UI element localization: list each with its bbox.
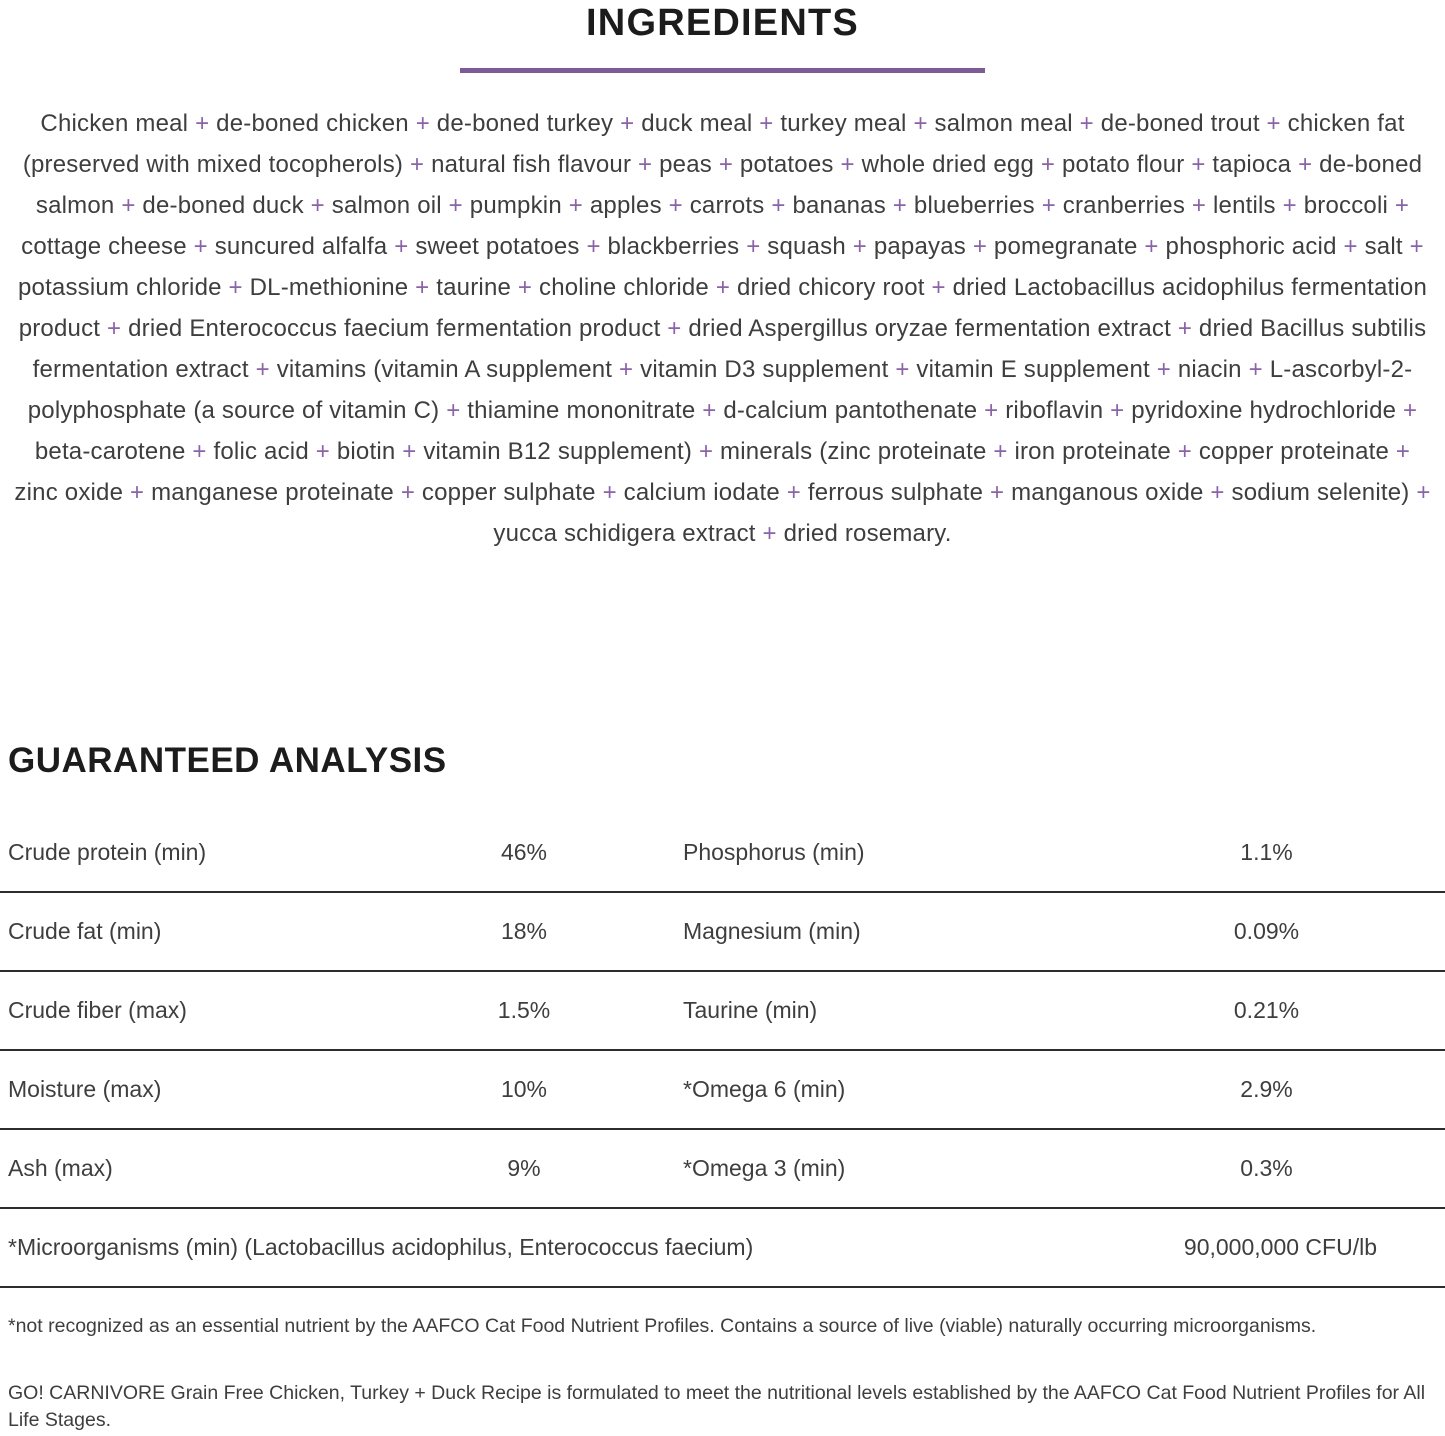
ingredient-item: yucca schidigera extract	[493, 520, 756, 547]
analysis-label: Moisture (max)	[8, 1076, 162, 1102]
analysis-row-fat-magnesium	[0, 893, 1445, 972]
plus-separator: +	[660, 315, 689, 342]
plus-separator: +	[764, 192, 793, 219]
title-underline	[460, 68, 985, 73]
plus-separator: +	[511, 274, 540, 301]
plus-separator: +	[408, 110, 437, 137]
plus-separator: +	[845, 233, 874, 260]
analysis-value: 0.3%	[1240, 1155, 1293, 1181]
analysis-value: 46%	[500, 839, 548, 865]
analysis-value: 0.09%	[1233, 918, 1300, 944]
ingredient-item: de-boned turkey	[436, 110, 614, 137]
ingredient-item: cottage cheese	[21, 233, 187, 260]
guaranteed-analysis-section	[0, 741, 1445, 1434]
analysis-label: *Omega 6 (min)	[683, 1076, 846, 1102]
ingredient-item: broccoli	[1303, 192, 1389, 219]
plus-separator: +	[303, 192, 332, 219]
ingredient-item: dried Lactobacillus acidophilus fermentation product	[18, 274, 1428, 342]
plus-separator: +	[1389, 438, 1411, 465]
plus-separator: +	[833, 151, 862, 178]
plus-separator: +	[739, 233, 768, 260]
plus-separator: +	[1275, 192, 1304, 219]
ingredient-item: bananas	[792, 192, 886, 219]
ingredient-item: pumpkin	[469, 192, 562, 219]
ingredient-item: vitamins (vitamin A supplement	[276, 356, 613, 383]
plus-separator: +	[1336, 233, 1365, 260]
analysis-row-ash-omega3	[0, 1130, 1445, 1209]
analysis-label: Taurine (min)	[683, 997, 818, 1023]
ingredient-item: de-boned chicken	[216, 110, 409, 137]
ingredient-item: salmon oil	[331, 192, 442, 219]
ingredient-item: cranberries	[1062, 192, 1186, 219]
ingredient-item: potatoes	[739, 151, 834, 178]
plus-separator: +	[709, 274, 737, 301]
plus-separator: +	[692, 438, 721, 465]
plus-separator: +	[1203, 479, 1232, 506]
plus-separator: +	[114, 192, 143, 219]
ingredients-title: INGREDIENTS	[586, 2, 859, 44]
plus-separator: +	[924, 274, 953, 301]
analysis-value: 0.21%	[1233, 997, 1300, 1023]
microorganisms-row	[0, 1209, 1445, 1288]
ingredient-item: vitamin D3 supplement	[640, 356, 889, 383]
ingredient-item: dried Bacillus subtilis fermentation extract	[32, 315, 1427, 383]
ingredient-item: de-boned trout	[1100, 110, 1260, 137]
plus-separator: +	[752, 110, 781, 137]
ingredient-item: duck meal	[641, 110, 753, 137]
plus-separator: +	[1409, 479, 1431, 506]
ingredients-text: Chicken meal + de-boned chicken + de-boned turkey + duck meal + turkey meal + salmon meal + de-boned trout + chicken fat (preserved with mixed tocopherols) + natural fish flavour + peas + potatoes + whole dried egg + potato flour + tapioca + de-boned salmon + de-boned duck + salmon oil + pumpkin + apples + carrots + bananas + blueberries + cranberries + lentils + broccoli + cottage cheese + suncured alfalfa + sweet potatoes + blackberries + squash + papayas + pomegranate + phosphoric acid + salt + potassium chloride + DL-methionine + taurine + choline chloride + dried chicory root + dried Lactobacillus acidophilus fermentation product + dried Enterococcus faecium fermentation product + dried Aspergillus oryzae fermentation extract + dried Bacillus subtilis fermentation extract + vitamins (vitamin A supplement + vitamin D3 supplement + vitamin E supplement + niacin + L-ascorbyl-2-polyphosphate (a source of vitamin C) + thiamine mononitrate + d-calcium pantothenate + riboflavin + pyridoxine hydrochloride + beta-carotene + folic acid + biotin + vitamin B12 supplement) + minerals (zinc proteinate + iron proteinate + copper proteinate + zinc oxide + manganese proteinate + copper sulphate + calcium iodate + ferrous sulphate + manganous oxide + sodium selenite) + yucca schidigera extract + dried rosemary.	[14, 110, 1431, 547]
plus-separator: +	[1396, 397, 1418, 424]
ingredient-item: dried Aspergillus oryzae fermentation extract	[688, 315, 1171, 342]
plus-separator: +	[439, 397, 468, 424]
plus-separator: +	[1149, 356, 1178, 383]
ingredient-item: sodium selenite)	[1231, 479, 1410, 506]
analysis-label: Ash (max)	[8, 1155, 113, 1181]
ingredient-item: apples	[589, 192, 662, 219]
plus-separator: +	[885, 192, 914, 219]
plus-separator: +	[779, 479, 808, 506]
plus-separator: +	[1170, 315, 1199, 342]
plus-separator: +	[1170, 438, 1199, 465]
analysis-value: 1.1%	[1240, 839, 1293, 865]
analysis-label: Phosphorus (min)	[683, 839, 865, 865]
microorganisms-value: 90,000,000 CFU/lb	[1183, 1234, 1377, 1260]
plus-separator: +	[906, 110, 935, 137]
formulation-note: GO! CARNIVORE Grain Free Chicken, Turkey + Duck Recipe is formulated to meet the nutritional levels established by the AAFCO Cat Food Nutrient Profiles for All Life Stages.	[8, 1382, 1426, 1431]
plus-separator: +	[387, 233, 416, 260]
plus-separator: +	[1137, 233, 1166, 260]
ingredient-item: natural fish flavour	[431, 151, 632, 178]
plus-separator: +	[1241, 356, 1270, 383]
plus-separator: +	[408, 274, 437, 301]
plus-separator: +	[711, 151, 740, 178]
ingredient-item: de-boned salmon	[35, 151, 1423, 219]
ingredient-item: d-calcium pantothenate	[723, 397, 978, 424]
ingredient-item: vitamin B12 supplement)	[423, 438, 693, 465]
ingredient-item: dried chicory root	[736, 274, 925, 301]
ingredient-item: whole dried egg	[861, 151, 1035, 178]
ingredient-item: L-ascorbyl-2-polyphosphate (a source of vitamin C)	[27, 356, 1413, 424]
ingredient-item: turkey meal	[780, 110, 907, 137]
plus-separator: +	[1034, 192, 1063, 219]
plus-separator: +	[983, 479, 1012, 506]
analysis-label: *Omega 3 (min)	[683, 1155, 846, 1181]
analysis-label: Crude protein (min)	[8, 839, 207, 865]
analysis-row-moisture-omega6	[0, 1051, 1445, 1130]
ingredient-item: blueberries	[913, 192, 1035, 219]
ingredient-item: copper sulphate	[421, 479, 596, 506]
ingredient-item: folic acid	[213, 438, 309, 465]
plus-separator: +	[661, 192, 690, 219]
plus-separator: +	[1034, 151, 1062, 178]
ingredient-item: beta-carotene	[34, 438, 186, 465]
ingredient-item: pomegranate	[993, 233, 1138, 260]
plus-separator: +	[441, 192, 470, 219]
plus-separator: +	[1259, 110, 1288, 137]
aafco-footnote: *not recognized as an essential nutrient by the AAFCO Cat Food Nutrient Profiles. Contains a source of live (viable) naturally occurring microorganisms.	[8, 1315, 1317, 1337]
plus-separator: +	[755, 520, 784, 547]
plus-separator: +	[1291, 151, 1320, 178]
ingredient-item: taurine	[436, 274, 512, 301]
ingredient-item: de-boned duck	[142, 192, 304, 219]
ingredient-item: suncured alfalfa	[214, 233, 388, 260]
ingredient-item: dried rosemary	[783, 520, 945, 547]
ingredient-item: salt	[1364, 233, 1403, 260]
plus-separator: +	[595, 479, 624, 506]
plus-separator: +	[188, 110, 217, 137]
ingredient-item: peas	[659, 151, 712, 178]
ingredient-item: pyridoxine hydrochloride	[1131, 397, 1397, 424]
ingredient-item: niacin	[1177, 356, 1242, 383]
ingredient-item: minerals (zinc proteinate	[720, 438, 987, 465]
ingredient-item: DL-methionine	[249, 274, 409, 301]
ingredient-item: manganous oxide	[1011, 479, 1204, 506]
ingredient-item: squash	[767, 233, 846, 260]
ingredient-item: biotin	[336, 438, 396, 465]
analysis-row-protein-phosphorus	[0, 814, 1445, 893]
plus-separator: +	[1184, 151, 1213, 178]
ingredient-item: calcium iodate	[623, 479, 780, 506]
plus-separator: +	[308, 438, 337, 465]
plus-separator: +	[1072, 110, 1101, 137]
ingredient-item: potato flour	[1061, 151, 1185, 178]
microorganisms-label: *Microorganisms (min) (Lactobacillus acidophilus, Enterococcus faecium)	[8, 1234, 754, 1260]
plus-separator: +	[185, 438, 214, 465]
analysis-label: Magnesium (min)	[683, 918, 861, 944]
plus-separator: +	[403, 151, 432, 178]
ingredient-item: sweet potatoes	[415, 233, 580, 260]
plus-separator: +	[186, 233, 215, 260]
ingredient-item: carrots	[689, 192, 765, 219]
ingredient-item: potassium chloride	[17, 274, 222, 301]
ingredient-item: dried Enterococcus faecium fermentation product	[128, 315, 661, 342]
plus-separator: +	[1185, 192, 1213, 219]
analysis-row-fiber-taurine	[0, 972, 1445, 1051]
plus-separator: +	[1103, 397, 1132, 424]
ingredient-item: choline chloride	[539, 274, 709, 301]
ingredient-item: salmon meal	[934, 110, 1073, 137]
plus-separator: +	[977, 397, 1006, 424]
ingredients-section	[0, 0, 1445, 554]
plus-separator: +	[965, 233, 994, 260]
ingredient-item: thiamine mononitrate	[467, 397, 696, 424]
plus-separator: +	[123, 479, 152, 506]
plus-separator: +	[1402, 233, 1424, 260]
plus-separator: +	[100, 315, 129, 342]
plus-separator: +	[986, 438, 1015, 465]
ingredient-item: Chicken meal	[40, 110, 189, 137]
ingredient-item: tapioca	[1212, 151, 1292, 178]
ingredient-item: zinc oxide	[14, 479, 124, 506]
ingredient-item: manganese proteinate	[151, 479, 394, 506]
ingredient-item: papayas	[873, 233, 966, 260]
plus-separator: +	[248, 356, 277, 383]
plus-separator: +	[579, 233, 608, 260]
analysis-title: GUARANTEED ANALYSIS	[8, 741, 447, 780]
plus-separator: +	[613, 110, 642, 137]
analysis-value: 2.9%	[1240, 1076, 1293, 1102]
ingredient-item: riboflavin	[1005, 397, 1104, 424]
plus-separator: +	[395, 438, 424, 465]
ingredient-item: iron proteinate	[1014, 438, 1171, 465]
analysis-table	[0, 814, 1445, 1288]
analysis-value: 1.5%	[497, 997, 551, 1023]
plus-separator: +	[561, 192, 590, 219]
plus-separator: +	[221, 274, 250, 301]
plus-separator: +	[888, 356, 917, 383]
plus-separator: +	[1388, 192, 1410, 219]
ingredient-item: phosphoric acid	[1165, 233, 1337, 260]
analysis-label: Crude fat (min)	[8, 918, 162, 944]
analysis-value: 18%	[500, 918, 548, 944]
ingredient-item: vitamin E supplement	[916, 356, 1150, 383]
plus-separator: +	[393, 479, 422, 506]
analysis-label: Crude fiber (max)	[8, 997, 187, 1023]
analysis-value: 9%	[507, 1155, 541, 1181]
ingredient-item: blackberries	[607, 233, 740, 260]
plus-separator: +	[695, 397, 724, 424]
ingredient-item: lentils	[1212, 192, 1276, 219]
plus-separator: +	[612, 356, 641, 383]
ingredient-item: copper proteinate	[1198, 438, 1390, 465]
plus-separator: +	[631, 151, 660, 178]
ingredient-item: ferrous sulphate	[807, 479, 984, 506]
ingredient-item: chicken fat (preserved with mixed tocopherols)	[22, 110, 1405, 178]
analysis-value: 10%	[500, 1076, 548, 1102]
